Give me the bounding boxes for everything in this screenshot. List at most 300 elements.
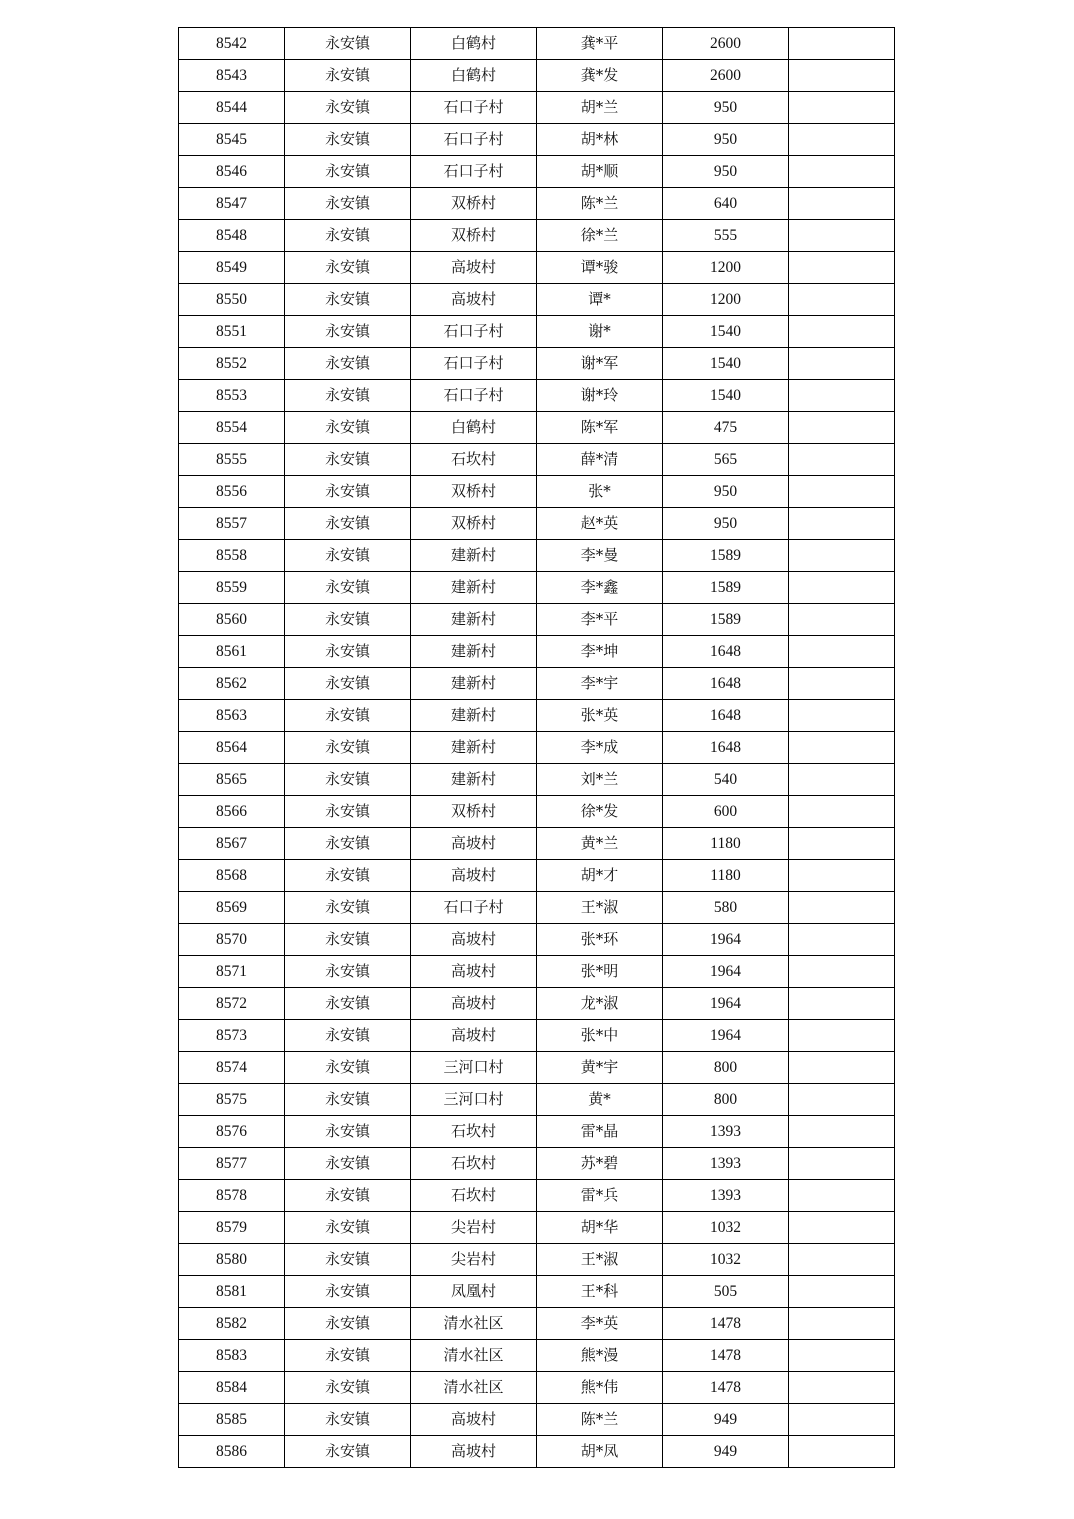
village-cell: 尖岩村 <box>411 1212 537 1244</box>
table-row <box>179 1340 895 1372</box>
serial-number-cell: 8579 <box>179 1212 285 1244</box>
town-cell: 永安镇 <box>285 1276 411 1308</box>
serial-number-cell: 8543 <box>179 60 285 92</box>
village-cell: 高坡村 <box>411 252 537 284</box>
village-cell: 高坡村 <box>411 988 537 1020</box>
remark-cell <box>789 60 895 92</box>
remark-cell <box>789 1276 895 1308</box>
name-cell: 黄*宇 <box>537 1052 663 1084</box>
serial-number-cell: 8584 <box>179 1372 285 1404</box>
amount-cell: 1032 <box>663 1244 789 1276</box>
remark-cell <box>789 316 895 348</box>
town-cell: 永安镇 <box>285 348 411 380</box>
town-cell: 永安镇 <box>285 60 411 92</box>
serial-number-cell: 8564 <box>179 732 285 764</box>
name-cell: 黄* <box>537 1084 663 1116</box>
amount-cell: 1180 <box>663 828 789 860</box>
town-cell: 永安镇 <box>285 796 411 828</box>
remark-cell <box>789 700 895 732</box>
remark-cell <box>789 572 895 604</box>
name-cell: 李*坤 <box>537 636 663 668</box>
table-row <box>179 764 895 796</box>
amount-cell: 1393 <box>663 1116 789 1148</box>
serial-number-cell: 8559 <box>179 572 285 604</box>
name-cell: 赵*英 <box>537 508 663 540</box>
remark-cell <box>789 1148 895 1180</box>
serial-number-cell: 8578 <box>179 1180 285 1212</box>
town-cell: 永安镇 <box>285 28 411 60</box>
village-cell: 建新村 <box>411 572 537 604</box>
amount-cell: 1200 <box>663 284 789 316</box>
town-cell: 永安镇 <box>285 1148 411 1180</box>
remark-cell <box>789 380 895 412</box>
table-row <box>179 284 895 316</box>
serial-number-cell: 8562 <box>179 668 285 700</box>
town-cell: 永安镇 <box>285 284 411 316</box>
amount-cell: 1478 <box>663 1308 789 1340</box>
town-cell: 永安镇 <box>285 1180 411 1212</box>
remark-cell <box>789 476 895 508</box>
name-cell: 谢*玲 <box>537 380 663 412</box>
serial-number-cell: 8558 <box>179 540 285 572</box>
name-cell: 李*鑫 <box>537 572 663 604</box>
serial-number-cell: 8546 <box>179 156 285 188</box>
amount-cell: 2600 <box>663 28 789 60</box>
remark-cell <box>789 796 895 828</box>
town-cell: 永安镇 <box>285 732 411 764</box>
serial-number-cell: 8585 <box>179 1404 285 1436</box>
serial-number-cell: 8568 <box>179 860 285 892</box>
serial-number-cell: 8545 <box>179 124 285 156</box>
town-cell: 永安镇 <box>285 1020 411 1052</box>
amount-cell: 2600 <box>663 60 789 92</box>
amount-cell: 1964 <box>663 1020 789 1052</box>
town-cell: 永安镇 <box>285 1052 411 1084</box>
village-cell: 清水社区 <box>411 1308 537 1340</box>
table-row <box>179 540 895 572</box>
village-cell: 石坎村 <box>411 1116 537 1148</box>
town-cell: 永安镇 <box>285 1116 411 1148</box>
serial-number-cell: 8582 <box>179 1308 285 1340</box>
serial-number-cell: 8565 <box>179 764 285 796</box>
remark-cell <box>789 1308 895 1340</box>
remark-cell <box>789 188 895 220</box>
serial-number-cell: 8556 <box>179 476 285 508</box>
village-cell: 建新村 <box>411 604 537 636</box>
amount-cell: 950 <box>663 92 789 124</box>
amount-cell: 640 <box>663 188 789 220</box>
remark-cell <box>789 1404 895 1436</box>
table-row <box>179 156 895 188</box>
table-row <box>179 444 895 476</box>
table-body <box>179 28 895 1468</box>
town-cell: 永安镇 <box>285 828 411 860</box>
name-cell: 熊*伟 <box>537 1372 663 1404</box>
village-cell: 白鹤村 <box>411 60 537 92</box>
table-row <box>179 956 895 988</box>
remark-cell <box>789 412 895 444</box>
town-cell: 永安镇 <box>285 380 411 412</box>
name-cell: 龚*发 <box>537 60 663 92</box>
village-cell: 双桥村 <box>411 508 537 540</box>
table-row <box>179 828 895 860</box>
village-cell: 建新村 <box>411 700 537 732</box>
name-cell: 张*英 <box>537 700 663 732</box>
serial-number-cell: 8576 <box>179 1116 285 1148</box>
amount-cell: 505 <box>663 1276 789 1308</box>
village-cell: 石口子村 <box>411 380 537 412</box>
amount-cell: 1540 <box>663 348 789 380</box>
name-cell: 王*淑 <box>537 1244 663 1276</box>
name-cell: 陈*兰 <box>537 188 663 220</box>
name-cell: 谭*骏 <box>537 252 663 284</box>
amount-cell: 1478 <box>663 1372 789 1404</box>
amount-cell: 1964 <box>663 924 789 956</box>
village-cell: 双桥村 <box>411 220 537 252</box>
town-cell: 永安镇 <box>285 604 411 636</box>
village-cell: 石口子村 <box>411 92 537 124</box>
serial-number-cell: 8583 <box>179 1340 285 1372</box>
table-row <box>179 604 895 636</box>
name-cell: 谢*军 <box>537 348 663 380</box>
table-row <box>179 92 895 124</box>
amount-cell: 475 <box>663 412 789 444</box>
amount-cell: 1964 <box>663 988 789 1020</box>
amount-cell: 950 <box>663 476 789 508</box>
town-cell: 永安镇 <box>285 1244 411 1276</box>
amount-cell: 1200 <box>663 252 789 284</box>
remark-cell <box>789 860 895 892</box>
remark-cell <box>789 124 895 156</box>
remark-cell <box>789 732 895 764</box>
name-cell: 胡*凤 <box>537 1436 663 1468</box>
table-row <box>179 412 895 444</box>
amount-cell: 949 <box>663 1404 789 1436</box>
name-cell: 李*英 <box>537 1308 663 1340</box>
name-cell: 龙*淑 <box>537 988 663 1020</box>
amount-cell: 1540 <box>663 316 789 348</box>
village-cell: 建新村 <box>411 668 537 700</box>
village-cell: 石口子村 <box>411 892 537 924</box>
village-cell: 石口子村 <box>411 156 537 188</box>
amount-cell: 540 <box>663 764 789 796</box>
amount-cell: 1648 <box>663 668 789 700</box>
town-cell: 永安镇 <box>285 700 411 732</box>
serial-number-cell: 8563 <box>179 700 285 732</box>
amount-cell: 949 <box>663 1436 789 1468</box>
amount-cell: 1393 <box>663 1180 789 1212</box>
town-cell: 永安镇 <box>285 988 411 1020</box>
village-cell: 石口子村 <box>411 124 537 156</box>
remark-cell <box>789 636 895 668</box>
table-row <box>179 1148 895 1180</box>
table-row <box>179 1084 895 1116</box>
name-cell: 胡*华 <box>537 1212 663 1244</box>
name-cell: 龚*平 <box>537 28 663 60</box>
name-cell: 陈*兰 <box>537 1404 663 1436</box>
remark-cell <box>789 924 895 956</box>
village-cell: 高坡村 <box>411 956 537 988</box>
serial-number-cell: 8572 <box>179 988 285 1020</box>
name-cell: 雷*兵 <box>537 1180 663 1212</box>
town-cell: 永安镇 <box>285 220 411 252</box>
town-cell: 永安镇 <box>285 188 411 220</box>
town-cell: 永安镇 <box>285 508 411 540</box>
table-row <box>179 348 895 380</box>
village-cell: 高坡村 <box>411 1404 537 1436</box>
town-cell: 永安镇 <box>285 156 411 188</box>
table-row <box>179 892 895 924</box>
town-cell: 永安镇 <box>285 1372 411 1404</box>
amount-cell: 950 <box>663 124 789 156</box>
amount-cell: 1648 <box>663 732 789 764</box>
village-cell: 建新村 <box>411 540 537 572</box>
serial-number-cell: 8580 <box>179 1244 285 1276</box>
serial-number-cell: 8581 <box>179 1276 285 1308</box>
remark-cell <box>789 1372 895 1404</box>
serial-number-cell: 8552 <box>179 348 285 380</box>
village-cell: 石坎村 <box>411 444 537 476</box>
amount-cell: 800 <box>663 1084 789 1116</box>
remark-cell <box>789 540 895 572</box>
village-cell: 高坡村 <box>411 1020 537 1052</box>
town-cell: 永安镇 <box>285 636 411 668</box>
name-cell: 王*科 <box>537 1276 663 1308</box>
remark-cell <box>789 1020 895 1052</box>
name-cell: 刘*兰 <box>537 764 663 796</box>
remark-cell <box>789 668 895 700</box>
name-cell: 李*宇 <box>537 668 663 700</box>
data-table <box>178 27 895 1468</box>
village-cell: 石坎村 <box>411 1148 537 1180</box>
name-cell: 徐*兰 <box>537 220 663 252</box>
remark-cell <box>789 604 895 636</box>
amount-cell: 1540 <box>663 380 789 412</box>
remark-cell <box>789 1180 895 1212</box>
remark-cell <box>789 1116 895 1148</box>
table-row <box>179 316 895 348</box>
serial-number-cell: 8575 <box>179 1084 285 1116</box>
town-cell: 永安镇 <box>285 1340 411 1372</box>
table-row <box>179 1404 895 1436</box>
table-row <box>179 1308 895 1340</box>
remark-cell <box>789 828 895 860</box>
table-row <box>179 508 895 540</box>
serial-number-cell: 8571 <box>179 956 285 988</box>
town-cell: 永安镇 <box>285 316 411 348</box>
table-row <box>179 796 895 828</box>
table-row <box>179 732 895 764</box>
town-cell: 永安镇 <box>285 540 411 572</box>
serial-number-cell: 8574 <box>179 1052 285 1084</box>
village-cell: 高坡村 <box>411 924 537 956</box>
serial-number-cell: 8566 <box>179 796 285 828</box>
table-row <box>179 924 895 956</box>
village-cell: 白鹤村 <box>411 412 537 444</box>
village-cell: 凤凰村 <box>411 1276 537 1308</box>
table-row <box>179 188 895 220</box>
amount-cell: 1589 <box>663 572 789 604</box>
table-row <box>179 572 895 604</box>
serial-number-cell: 8555 <box>179 444 285 476</box>
amount-cell: 600 <box>663 796 789 828</box>
remark-cell <box>789 1052 895 1084</box>
amount-cell: 565 <box>663 444 789 476</box>
village-cell: 高坡村 <box>411 284 537 316</box>
name-cell: 张* <box>537 476 663 508</box>
serial-number-cell: 8544 <box>179 92 285 124</box>
name-cell: 李*成 <box>537 732 663 764</box>
remark-cell <box>789 156 895 188</box>
name-cell: 胡*才 <box>537 860 663 892</box>
serial-number-cell: 8586 <box>179 1436 285 1468</box>
amount-cell: 950 <box>663 508 789 540</box>
table-row <box>179 1020 895 1052</box>
village-cell: 建新村 <box>411 732 537 764</box>
serial-number-cell: 8548 <box>179 220 285 252</box>
serial-number-cell: 8573 <box>179 1020 285 1052</box>
amount-cell: 1648 <box>663 636 789 668</box>
name-cell: 苏*碧 <box>537 1148 663 1180</box>
village-cell: 双桥村 <box>411 796 537 828</box>
name-cell: 陈*军 <box>537 412 663 444</box>
table-row <box>179 1052 895 1084</box>
serial-number-cell: 8551 <box>179 316 285 348</box>
table-row <box>179 1436 895 1468</box>
table-row <box>179 1212 895 1244</box>
name-cell: 熊*漫 <box>537 1340 663 1372</box>
table-row <box>179 1276 895 1308</box>
town-cell: 永安镇 <box>285 892 411 924</box>
name-cell: 李*曼 <box>537 540 663 572</box>
town-cell: 永安镇 <box>285 1436 411 1468</box>
town-cell: 永安镇 <box>285 444 411 476</box>
serial-number-cell: 8549 <box>179 252 285 284</box>
serial-number-cell: 8557 <box>179 508 285 540</box>
village-cell: 尖岩村 <box>411 1244 537 1276</box>
serial-number-cell: 8542 <box>179 28 285 60</box>
amount-cell: 1648 <box>663 700 789 732</box>
remark-cell <box>789 28 895 60</box>
name-cell: 王*淑 <box>537 892 663 924</box>
town-cell: 永安镇 <box>285 668 411 700</box>
village-cell: 白鹤村 <box>411 28 537 60</box>
town-cell: 永安镇 <box>285 924 411 956</box>
remark-cell <box>789 1436 895 1468</box>
remark-cell <box>789 764 895 796</box>
village-cell: 三河口村 <box>411 1084 537 1116</box>
table-row <box>179 636 895 668</box>
serial-number-cell: 8547 <box>179 188 285 220</box>
serial-number-cell: 8561 <box>179 636 285 668</box>
name-cell: 雷*晶 <box>537 1116 663 1148</box>
remark-cell <box>789 220 895 252</box>
amount-cell: 1032 <box>663 1212 789 1244</box>
town-cell: 永安镇 <box>285 956 411 988</box>
remark-cell <box>789 1244 895 1276</box>
table-row <box>179 1372 895 1404</box>
remark-cell <box>789 252 895 284</box>
name-cell: 胡*兰 <box>537 92 663 124</box>
table-row <box>179 124 895 156</box>
town-cell: 永安镇 <box>285 1404 411 1436</box>
village-cell: 双桥村 <box>411 476 537 508</box>
village-cell: 建新村 <box>411 764 537 796</box>
village-cell: 石口子村 <box>411 348 537 380</box>
remark-cell <box>789 1340 895 1372</box>
name-cell: 张*明 <box>537 956 663 988</box>
table-row <box>179 1244 895 1276</box>
amount-cell: 1964 <box>663 956 789 988</box>
table-row <box>179 252 895 284</box>
town-cell: 永安镇 <box>285 860 411 892</box>
town-cell: 永安镇 <box>285 572 411 604</box>
town-cell: 永安镇 <box>285 1084 411 1116</box>
name-cell: 徐*发 <box>537 796 663 828</box>
amount-cell: 1589 <box>663 540 789 572</box>
village-cell: 石口子村 <box>411 316 537 348</box>
name-cell: 胡*顺 <box>537 156 663 188</box>
remark-cell <box>789 1084 895 1116</box>
table-row <box>179 700 895 732</box>
town-cell: 永安镇 <box>285 476 411 508</box>
name-cell: 胡*林 <box>537 124 663 156</box>
village-cell: 三河口村 <box>411 1052 537 1084</box>
name-cell: 谭* <box>537 284 663 316</box>
serial-number-cell: 8554 <box>179 412 285 444</box>
remark-cell <box>789 284 895 316</box>
table-row <box>179 476 895 508</box>
amount-cell: 800 <box>663 1052 789 1084</box>
amount-cell: 1478 <box>663 1340 789 1372</box>
table-row <box>179 380 895 412</box>
table-row <box>179 28 895 60</box>
amount-cell: 950 <box>663 156 789 188</box>
serial-number-cell: 8569 <box>179 892 285 924</box>
serial-number-cell: 8550 <box>179 284 285 316</box>
town-cell: 永安镇 <box>285 1308 411 1340</box>
remark-cell <box>789 892 895 924</box>
name-cell: 张*环 <box>537 924 663 956</box>
serial-number-cell: 8570 <box>179 924 285 956</box>
name-cell: 李*平 <box>537 604 663 636</box>
village-cell: 建新村 <box>411 636 537 668</box>
village-cell: 双桥村 <box>411 188 537 220</box>
serial-number-cell: 8577 <box>179 1148 285 1180</box>
remark-cell <box>789 92 895 124</box>
serial-number-cell: 8567 <box>179 828 285 860</box>
table-row <box>179 988 895 1020</box>
name-cell: 张*中 <box>537 1020 663 1052</box>
amount-cell: 1589 <box>663 604 789 636</box>
remark-cell <box>789 444 895 476</box>
town-cell: 永安镇 <box>285 764 411 796</box>
town-cell: 永安镇 <box>285 1212 411 1244</box>
table-row <box>179 60 895 92</box>
table-row <box>179 220 895 252</box>
remark-cell <box>789 1212 895 1244</box>
town-cell: 永安镇 <box>285 92 411 124</box>
town-cell: 永安镇 <box>285 252 411 284</box>
remark-cell <box>789 348 895 380</box>
village-cell: 高坡村 <box>411 828 537 860</box>
amount-cell: 1393 <box>663 1148 789 1180</box>
remark-cell <box>789 956 895 988</box>
amount-cell: 555 <box>663 220 789 252</box>
village-cell: 清水社区 <box>411 1340 537 1372</box>
name-cell: 薛*清 <box>537 444 663 476</box>
name-cell: 黄*兰 <box>537 828 663 860</box>
